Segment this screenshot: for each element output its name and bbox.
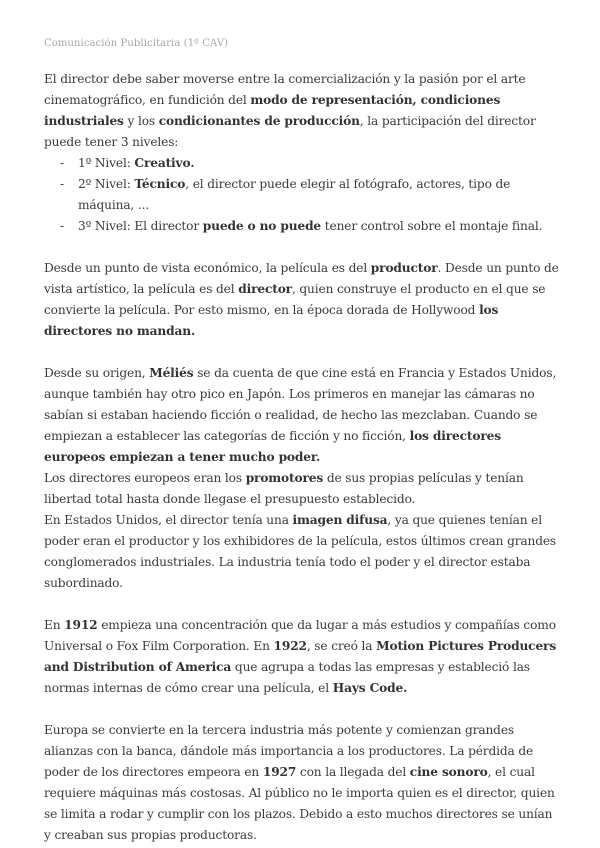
page-header: Comunicación Publicitaria (1º CAV) [44, 38, 229, 49]
paragraph-us-directors: En Estados Unidos, el director tenía una imagen difusa, ya que quienes tenían el poder eran el productor y los exhibidores de la película, estos últimos crean grandes conglomerados industriales. La industria tenía todo el poder y el director estaba subordinado. [44, 513, 557, 590]
list-item: - 2º Nivel: Técnico, el director puede elegir al fotógrafo, actores, tipo de máquina, ... [60, 177, 511, 212]
list-item: - 3º Nivel: El director puede o no puede tener control sobre el montaje final. [60, 219, 543, 233]
list-item: - 1º Nivel: Creativo. [60, 156, 195, 170]
paragraph-european-directors: Los directores europeos eran los promotores de sus propias películas y tenían libertad total hasta donde llegase el presupuesto establecido. [44, 471, 524, 506]
levels-list [44, 153, 560, 237]
paragraph-director-role: El director debe saber moverse entre la comercialización y la pasión por el arte cinematográfico, en fundición del modo de representación, condiciones industriales y los condicionantes de producción, la participación del director puede tener 3 niveles: [44, 72, 536, 149]
paragraph-origins: Desde su origen, Méliés se da cuenta de que cine está en Francia y Estados Unidos, aunque también hay otro pico en Japón. Los primeros en manejar las cámaras no sabían si estaban haciendo ficción o realidad, de hecho las mezclaban. Cuando se empiezan a establecer las categorías de ficción y no ficción, los directores europeos empiezan a tener mucho poder. [44, 366, 557, 464]
paragraph-europe-industry: Europa se convierte en la tercera industria más potente y comienzan grandes alianzas con la banca, dándole más importancia a los productores. La pérdida de poder de los directores empeora en 1927 con la llegada del cine sonoro, el cual requiere máquinas más costosas. Al público no le importa quien es el director, quien se limita a rodar y cumplir con los plazos. Debido a esto muchos directores se unían y creaban sus propias productoras. [44, 723, 555, 842]
paragraph-1912-1922: En 1912 empieza una concentración que da lugar a más estudios y compañías como Universal o Fox Film Corporation. En 1922, se creó la Motion Pictures Producers and Distribution of America que agrupa a todas las empresas y estableció las normas internas de cómo crear una película, el Hays Code. [44, 618, 557, 695]
paragraph-producer-vs-director: Desde un punto de vista económico, la película es del productor. Desde un punto de vista artístico, la película es del director, quien construye el producto en el que se convierte la película. Por esto mismo, en la época dorada de Hollywood los directores no mandan. [44, 261, 559, 338]
